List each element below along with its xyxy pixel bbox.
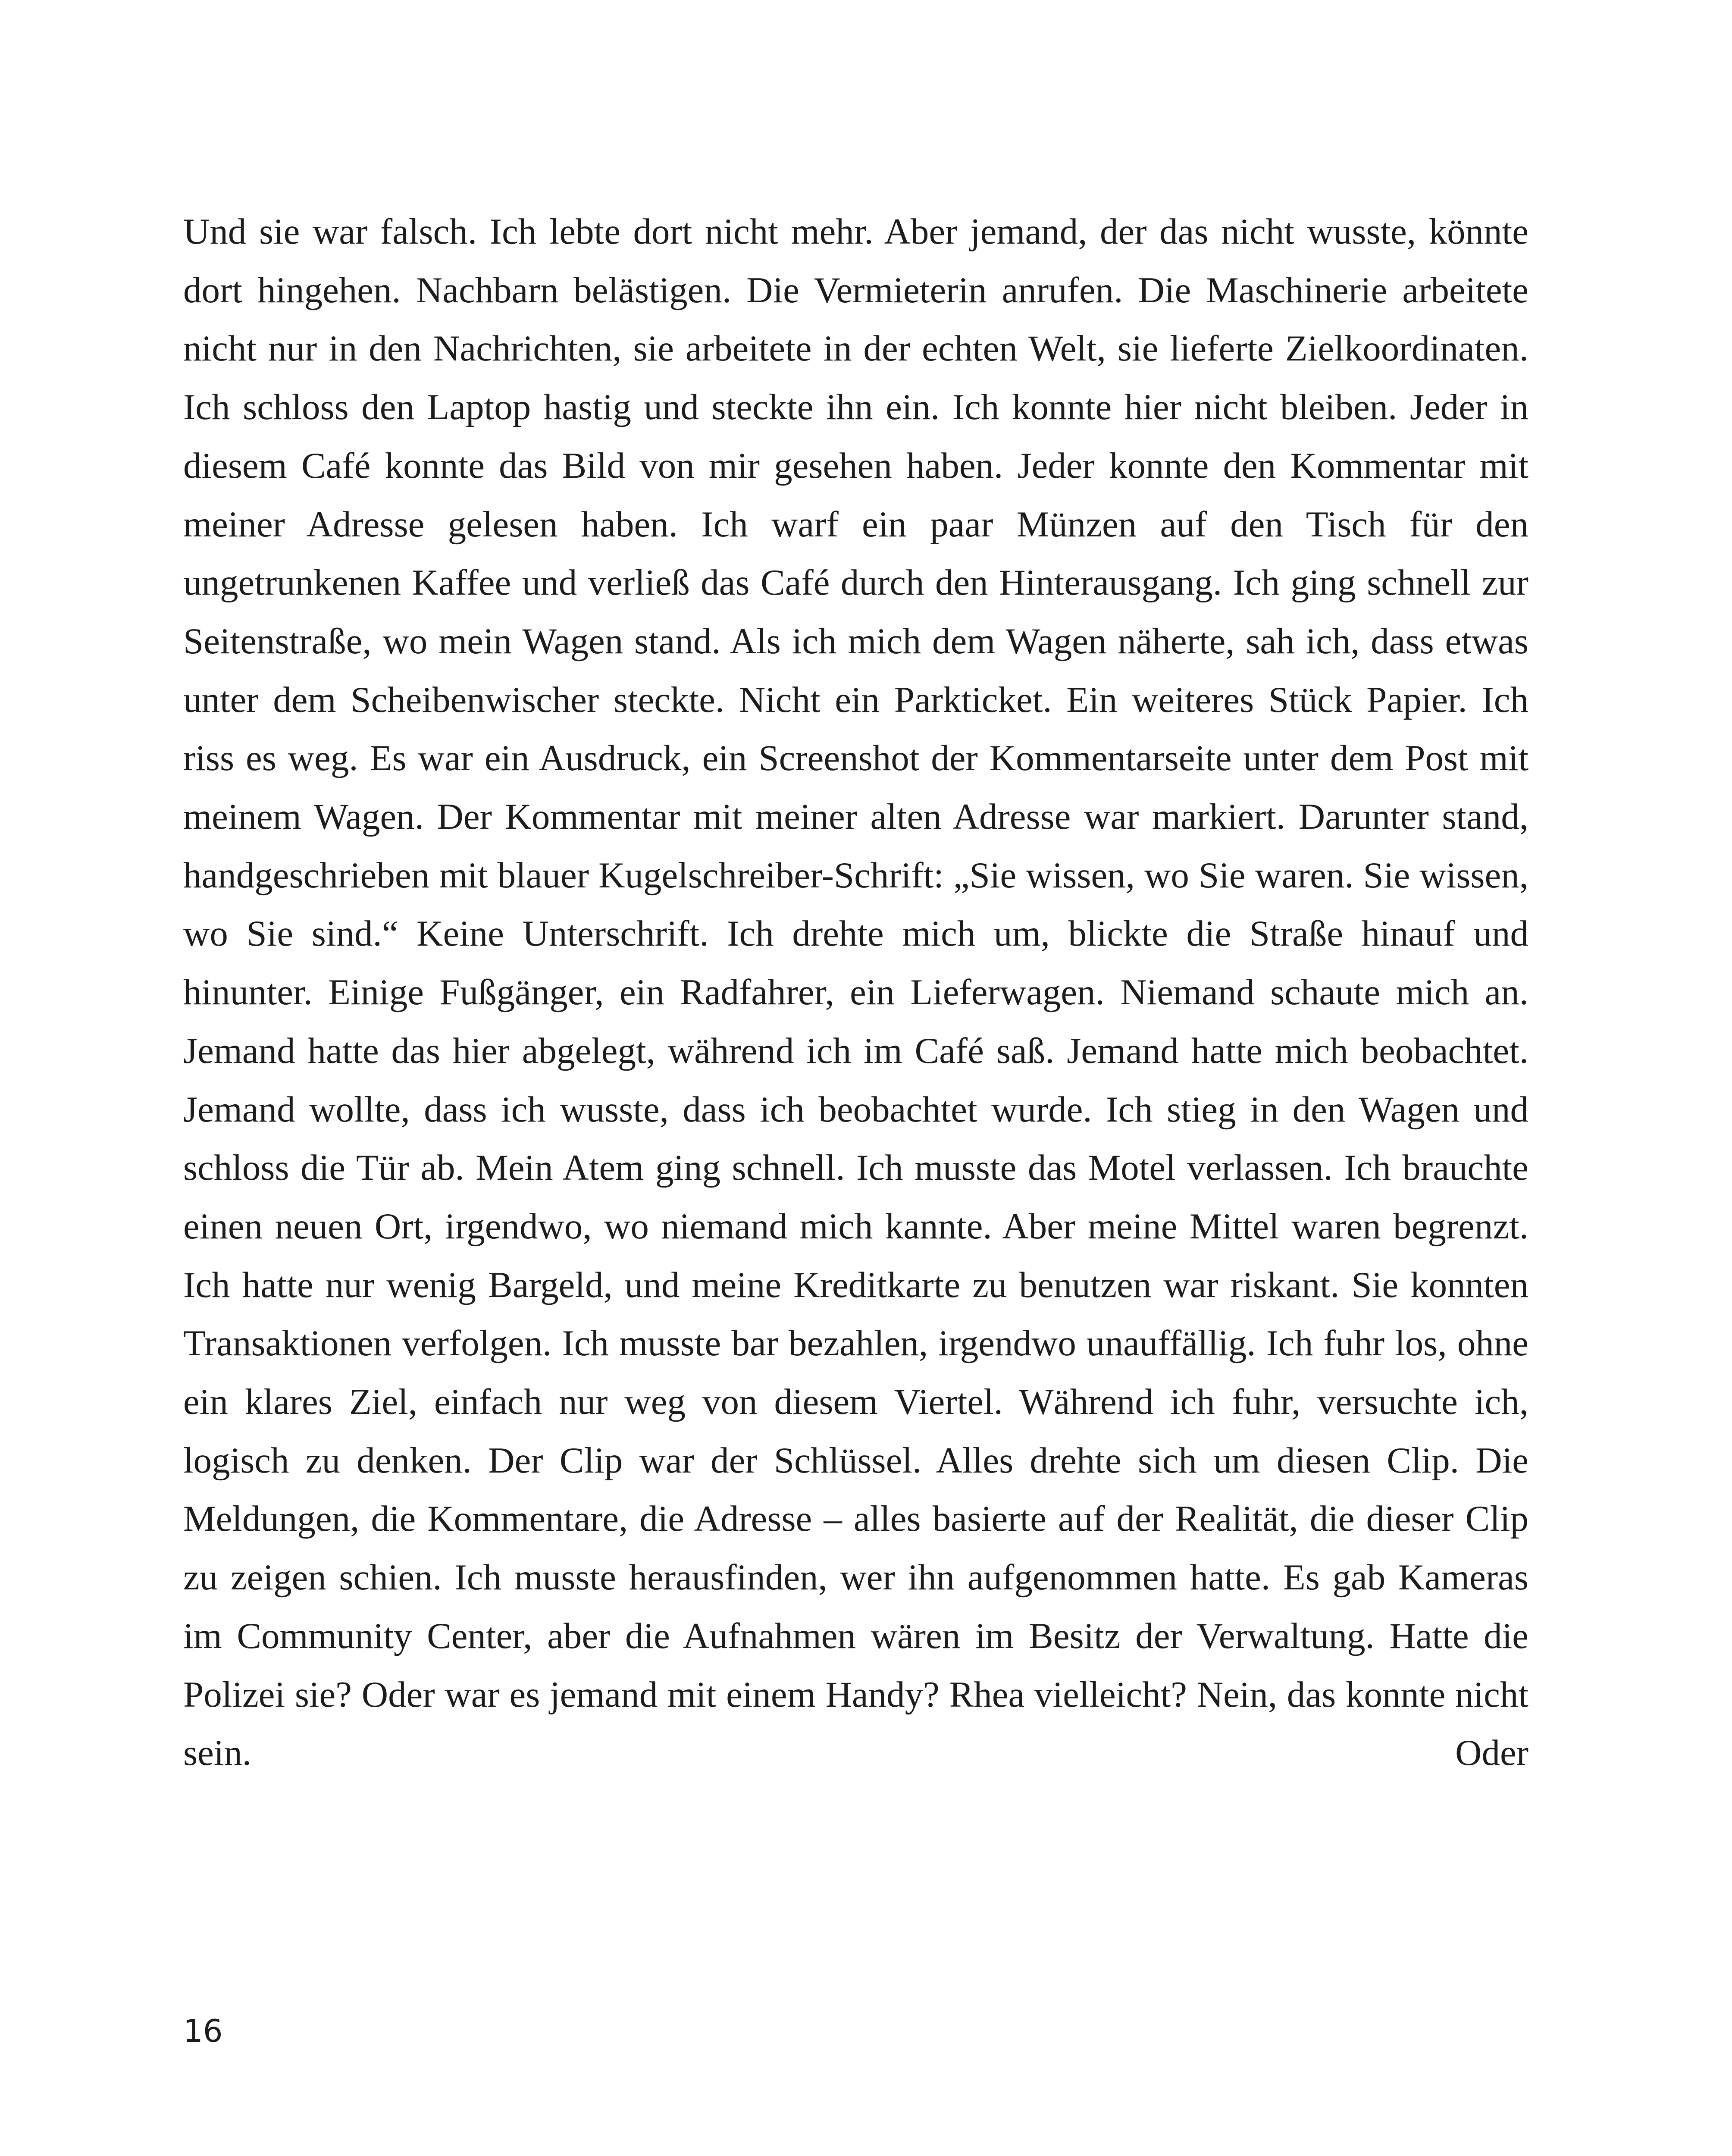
page-number: 16 xyxy=(183,2013,223,2049)
body-paragraph: Und sie war falsch. Ich lebte dort nicht mehr. Aber jemand, der das nicht wusste, könnte dort hingehen. Nachbarn belästigen. Die Vermieterin anrufen. Die Maschinerie arbeitete nicht nur in den Nachrichten, sie arbeitete in der echten Welt, sie lieferte Zielkoordinaten. Ich schloss den Laptop hastig und steckte ihn ein. Ich konnte hier nicht bleiben. Jeder in diesem Café konnte das Bild von mir gesehen haben. Jeder konnte den Kommentar mit meiner Adresse gelesen haben. Ich warf ein paar Münzen auf den Tisch für den ungetrunkenen Kaffee und verließ das Café durch den Hinterausgang. Ich ging schnell zur Seitenstraße, wo mein Wagen stand. Als ich mich dem Wagen näherte, sah ich, dass etwas unter dem Scheibenwischer steckte. Nicht ein Parkticket. Ein weiteres Stück Papier. Ich riss es weg. Es war ein Ausdruck, ein Screenshot der Kommentarseite unter dem Post mit meinem Wagen. Der Kommentar mit meiner alten Adresse war markiert. Darunter stand, handgeschrieben mit blauer Kugelschreiber-Schrift: „Sie wissen, wo Sie waren. Sie wissen, wo Sie sind.“ Keine Unterschrift. Ich drehte mich um, blickte die Straße hinauf und hinunter. Einige Fußgänger, ein Radfahrer, ein Lieferwagen. Niemand schaute mich an. Jemand hatte das hier abgelegt, während ich im Café saß. Jemand hatte mich beobachtet. Jemand wollte, dass ich wusste, dass ich beobachtet wurde. Ich stieg in den Wagen und schloss die Tür ab. Mein Atem ging schnell. Ich musste das Motel verlassen. Ich brauchte einen neuen Ort, irgendwo, wo niemand mich kannte. Aber meine Mittel waren begrenzt. Ich hatte nur wenig Bargeld, und meine Kreditkarte zu benutzen war riskant. Sie konnten Transaktionen verfolgen. Ich musste bar bezahlen, irgendwo unauffällig. Ich fuhr los, ohne ein klares Ziel, einfach nur weg von diesem Viertel. Während ich fuhr, versuchte ich, logisch zu denken. Der Clip war der Schlüssel. Alles drehte sich um diesen Clip. Die Meldungen, die Kommentare, die Adresse – alles basierte auf der Realität, die dieser Clip zu zeigen schien. Ich musste herausfinden, wer ihn aufgenommen hatte. Es gab Kameras im Community Center, aber die Aufnahmen wären im Besitz der Verwaltung. Hatte die Polizei sie? Oder war es jemand mit einem Handy? Rhea vielleicht? Nein, das konnte nicht sein. Oder xyxy=(183,211,1528,1774)
